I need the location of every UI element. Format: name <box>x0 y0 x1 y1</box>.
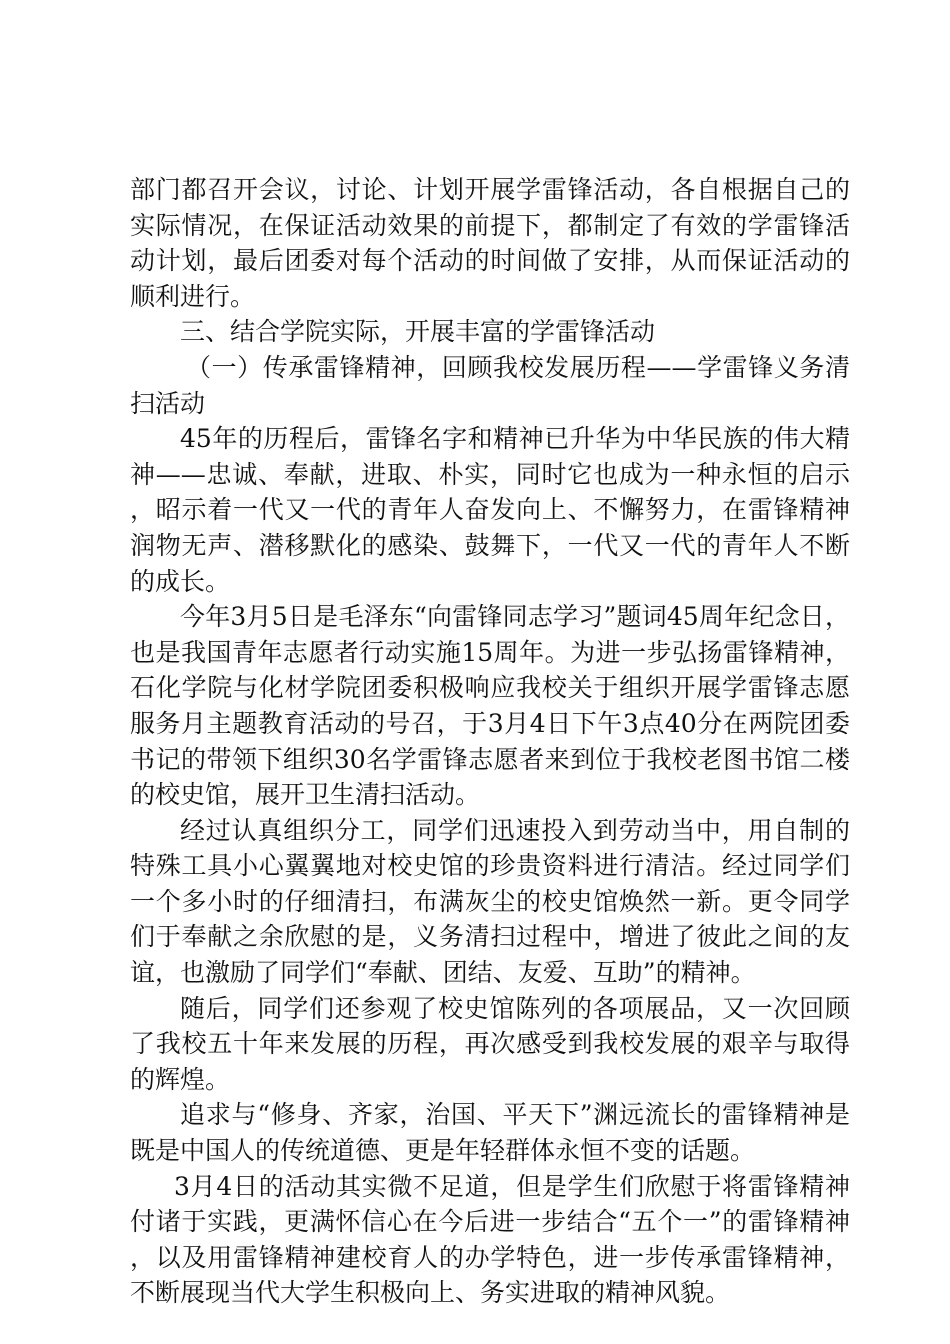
paragraph-conclusion: 3月4日的活动其实微不足道，但是学生们欣慰于将雷锋精神付诸于实践，更满怀信心在今后进一步结合“五个一”的雷锋精神，以及用雷锋精神建校育人的办学特色，进一步传承雷锋精神，不断展现当代大学生积极向上、务实进取的精神风貌。 <box>130 1171 850 1308</box>
paragraph-history: 45年的历程后，雷锋名字和精神已升华为中华民族的伟大精神——忠诚、奉献，进取、朴实，同时它也成为一种永恒的启示，昭示着一代又一代的青年人奋发向上、不懈努力，在雷锋精神润物无声、潜移默化的感染、鼓舞下，一代又一代的青年人不断的成长。 <box>130 424 850 596</box>
paragraph-cleaning: 经过认真组织分工，同学们迅速投入到劳动当中，用自制的特殊工具小心翼翼地对校史馆的珍贵资料进行清洁。经过同学们一个多小时的仔细清扫，布满灰尘的校史馆焕然一新。更令同学们于奉献之余欣慰的是，义务清扫过程中，增进了彼此之间的友谊，也激励了同学们“奉献、团结、友爱、互助”的精神。 <box>130 815 850 988</box>
paragraph-continuation: 部门都召开会议，讨论、计划开展学雷锋活动，各自根据自己的实际情况，在保证活动效果的前提下，都制定了有效的学雷锋活动计划，最后团委对每个活动的时间做了安排，从而保证活动的顺利进行。 <box>130 175 850 311</box>
paragraph-pursuit: 追求与“修身、齐家，治国、平天下”渊远流长的雷锋精神是既是中国人的传统道德、更是年轻群体永恒不变的话题。 <box>130 1100 850 1166</box>
document-body <box>130 172 850 1311</box>
paragraph-visit: 随后，同学们还参观了校史馆陈列的各项展品，又一次回顾了我校五十年来发展的历程，再次感受到我校发展的艰辛与取得的辉煌。 <box>130 993 850 1094</box>
paragraph-anniversary: 今年3月5日是毛泽东“向雷锋同志学习”题词45周年纪念日，也是我国青年志愿者行动实施15周年。为进一步弘扬雷锋精神，石化学院与化材学院团委积极响应我校关于组织开展学雷锋志愿服务月主题教育活动的号召，于3月4日下午3点40分在两院团委书记的带领下组织30名学雷锋志愿者来到位于我校老图书馆二楼的校史馆，展开卫生清扫活动。 <box>130 602 850 810</box>
subsection-heading: （一）传承雷锋精神，回顾我校发展历程——学雷锋义务清扫活动 <box>130 352 850 418</box>
section-heading: 三、结合学院实际，开展丰富的学雷锋活动 <box>180 317 656 347</box>
